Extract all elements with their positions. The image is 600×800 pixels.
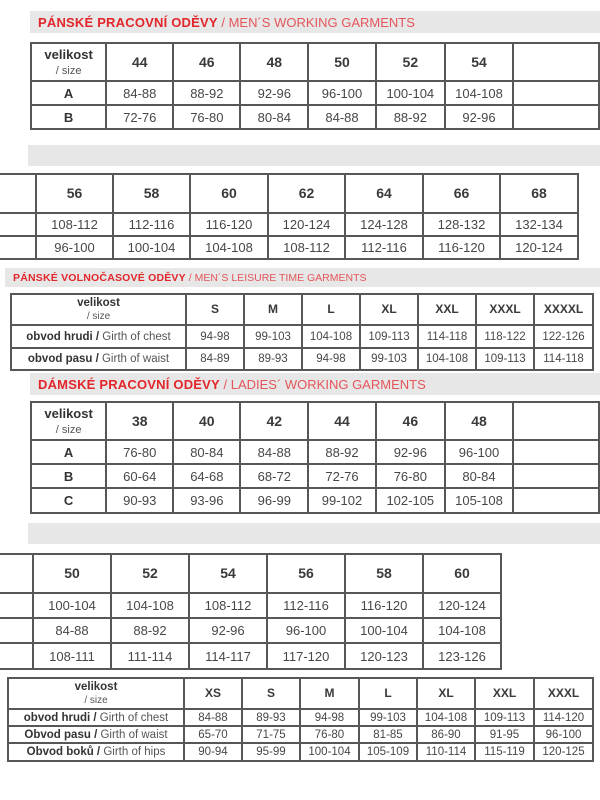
table-cell: 76-80 bbox=[300, 726, 359, 743]
table-cell: 108-112 bbox=[189, 593, 267, 618]
table-cell: 108-111 bbox=[33, 643, 111, 669]
table-cell: 68-72 bbox=[240, 464, 308, 488]
column-header-cell: XXL bbox=[418, 294, 476, 325]
column-header-cell: M bbox=[300, 678, 359, 709]
table-cell: 115-119 bbox=[475, 743, 534, 761]
column-header-cell: 58 bbox=[113, 174, 190, 213]
table-row bbox=[8, 726, 593, 743]
table-cell: 88-92 bbox=[173, 81, 240, 105]
table-row bbox=[0, 593, 501, 618]
section-title-english: / MEN´S WORKING GARMENTS bbox=[217, 14, 415, 30]
table-cell: 116-120 bbox=[190, 213, 268, 236]
table-cell: 94-98 bbox=[186, 325, 244, 348]
table-row bbox=[0, 618, 501, 643]
table-cell: 60-64 bbox=[106, 464, 173, 488]
table-cell: obvod pasu / Girth of waist bbox=[11, 348, 186, 370]
table-cell: 104-108 bbox=[111, 593, 189, 618]
table-cell: 112-116 bbox=[267, 593, 345, 618]
table-cell: 108-112 bbox=[268, 236, 345, 259]
table-cell: 72-76 bbox=[308, 464, 376, 488]
table-cell: 96-100 bbox=[445, 440, 513, 464]
section-title-ladies-working bbox=[30, 373, 600, 395]
column-header-cell: 62 bbox=[268, 174, 345, 213]
column-header-cell: 48 bbox=[445, 402, 513, 440]
table-cell: 105-108 bbox=[445, 488, 513, 513]
column-header-cell: L bbox=[302, 294, 360, 325]
table-cell: 123-126 bbox=[423, 643, 501, 669]
table-cell: 86-90 bbox=[417, 726, 475, 743]
column-header-cell: 60 bbox=[423, 554, 501, 593]
mens-working-table-part2 bbox=[0, 173, 579, 260]
table-cell: 104-108 bbox=[302, 325, 360, 348]
table-cell: 109-113 bbox=[475, 709, 534, 726]
column-header-cell: XL bbox=[417, 678, 475, 709]
column-header-cell: 56 bbox=[267, 554, 345, 593]
table-cell: 84-88 bbox=[308, 105, 376, 129]
section-title-english: / MEN´S LEISURE TIME GARMENTS bbox=[185, 271, 367, 284]
column-header-cell: S bbox=[242, 678, 300, 709]
table-row bbox=[8, 743, 593, 761]
table-cell: 100-104 bbox=[33, 593, 111, 618]
column-header-cell: XXXL bbox=[476, 294, 534, 325]
table-cell: B bbox=[31, 105, 106, 129]
table-row bbox=[8, 709, 593, 726]
table-cell bbox=[513, 105, 599, 129]
table-row bbox=[11, 294, 593, 325]
table-row bbox=[8, 678, 593, 709]
column-header-cell bbox=[0, 174, 36, 213]
column-header-cell: 66 bbox=[423, 174, 500, 213]
table-cell: 95-99 bbox=[242, 743, 300, 761]
column-header-cell: velikost / size bbox=[8, 678, 184, 709]
table-cell: 96-100 bbox=[534, 726, 593, 743]
column-header-cell: 50 bbox=[33, 554, 111, 593]
table-cell: 84-88 bbox=[106, 81, 173, 105]
column-header-cell: velikost / size bbox=[31, 402, 106, 440]
section-title-mens-working bbox=[30, 11, 600, 33]
table-cell: 88-92 bbox=[308, 440, 376, 464]
section-title-mens-leisure bbox=[5, 268, 600, 287]
table-mens-working-sizes-56-68 bbox=[0, 173, 600, 263]
table-ladies-working-sizes-38-48 bbox=[30, 401, 600, 517]
table-cell: Obvod boků / Girth of hips bbox=[8, 743, 184, 761]
table-cell: 76-80 bbox=[376, 464, 445, 488]
column-header-cell: 42 bbox=[240, 402, 308, 440]
table-cell: 109-113 bbox=[360, 325, 418, 348]
table-cell: B bbox=[31, 464, 106, 488]
table-cell: 104-108 bbox=[417, 709, 475, 726]
table-cell bbox=[0, 236, 36, 259]
table-cell: 116-120 bbox=[423, 236, 500, 259]
table-cell: 96-100 bbox=[267, 618, 345, 643]
table-cell: 120-123 bbox=[345, 643, 423, 669]
column-header-cell: 44 bbox=[106, 43, 173, 81]
column-header-cell: XS bbox=[184, 678, 242, 709]
table-cell: 84-88 bbox=[184, 709, 242, 726]
column-header-cell: XXL bbox=[475, 678, 534, 709]
table-cell: 122-126 bbox=[534, 325, 593, 348]
table-cell: 84-88 bbox=[33, 618, 111, 643]
table-cell: 104-108 bbox=[190, 236, 268, 259]
column-header-cell: 44 bbox=[308, 402, 376, 440]
separator-band bbox=[28, 523, 600, 544]
table-row bbox=[0, 236, 578, 259]
table-cell: 112-116 bbox=[113, 213, 190, 236]
table-cell: 92-96 bbox=[445, 105, 513, 129]
column-header-cell: 46 bbox=[376, 402, 445, 440]
column-header-cell: XXXXL bbox=[534, 294, 593, 325]
ladies-working-table-part2 bbox=[0, 553, 502, 670]
table-cell: 96-99 bbox=[240, 488, 308, 513]
table-cell: 102-105 bbox=[376, 488, 445, 513]
column-header-cell: 40 bbox=[173, 402, 240, 440]
table-cell: 92-96 bbox=[189, 618, 267, 643]
table-row bbox=[11, 325, 593, 348]
table-cell: 64-68 bbox=[173, 464, 240, 488]
table-cell bbox=[513, 464, 599, 488]
column-header-cell: 68 bbox=[500, 174, 578, 213]
table-cell: 80-84 bbox=[240, 105, 308, 129]
column-header-cell: 58 bbox=[345, 554, 423, 593]
column-header-cell: S bbox=[186, 294, 244, 325]
table-row bbox=[31, 402, 599, 440]
column-header-cell: M bbox=[244, 294, 302, 325]
table-cell: 128-132 bbox=[423, 213, 500, 236]
table-cell: 104-108 bbox=[418, 348, 476, 370]
column-header-cell bbox=[0, 554, 33, 593]
table-row bbox=[31, 488, 599, 513]
separator-band bbox=[28, 145, 600, 166]
table-row bbox=[0, 643, 501, 669]
table-cell: 104-108 bbox=[423, 618, 501, 643]
table-cell: 120-124 bbox=[268, 213, 345, 236]
table-row bbox=[31, 440, 599, 464]
column-header-cell: 50 bbox=[308, 43, 376, 81]
table-cell: 120-125 bbox=[534, 743, 593, 761]
table-cell: 88-92 bbox=[111, 618, 189, 643]
table-cell: 76-80 bbox=[106, 440, 173, 464]
table-cell: 124-128 bbox=[345, 213, 423, 236]
table-cell: 114-118 bbox=[418, 325, 476, 348]
table-cell: 71-75 bbox=[242, 726, 300, 743]
table-cell: 99-103 bbox=[360, 348, 418, 370]
column-header-cell: velikost / size bbox=[11, 294, 186, 325]
column-header-cell: 52 bbox=[376, 43, 445, 81]
column-header-cell: 54 bbox=[445, 43, 513, 81]
table-cell: 92-96 bbox=[376, 440, 445, 464]
table-cell: 88-92 bbox=[376, 105, 445, 129]
table-cell: 93-96 bbox=[173, 488, 240, 513]
table-cell: 114-118 bbox=[534, 348, 593, 370]
table-cell bbox=[0, 643, 33, 669]
column-header-cell: velikost / size bbox=[31, 43, 106, 81]
table-cell: 92-96 bbox=[240, 81, 308, 105]
table-ladies-leisure-sizes bbox=[7, 677, 596, 765]
table-cell: A bbox=[31, 440, 106, 464]
table-cell: 104-108 bbox=[445, 81, 513, 105]
table-cell: 89-93 bbox=[244, 348, 302, 370]
table-cell: 114-120 bbox=[534, 709, 593, 726]
table-row bbox=[31, 464, 599, 488]
column-header-cell: 64 bbox=[345, 174, 423, 213]
ladies-working-table-part1 bbox=[30, 401, 600, 514]
column-header-cell: 46 bbox=[173, 43, 240, 81]
table-cell: obvod hrudi / Girth of chest bbox=[11, 325, 186, 348]
table-cell: 99-103 bbox=[244, 325, 302, 348]
column-header-cell bbox=[513, 43, 599, 81]
table-row bbox=[0, 213, 578, 236]
mens-leisure-table bbox=[10, 293, 594, 371]
table-cell: 80-84 bbox=[173, 440, 240, 464]
table-cell: 94-98 bbox=[300, 709, 359, 726]
section-title-czech: PÁNSKÉ PRACOVNÍ ODĚVY bbox=[38, 14, 218, 30]
table-cell: 90-94 bbox=[184, 743, 242, 761]
table-cell: obvod hrudi / Girth of chest bbox=[8, 709, 184, 726]
section-title-czech: DÁMSKÉ PRACOVNÍ ODĚVY bbox=[38, 376, 220, 392]
column-header-cell bbox=[513, 402, 599, 440]
table-row bbox=[0, 174, 578, 213]
column-header-cell: 48 bbox=[240, 43, 308, 81]
table-cell: C bbox=[31, 488, 106, 513]
table-cell: 100-104 bbox=[113, 236, 190, 259]
mens-working-table-part1 bbox=[30, 42, 600, 130]
table-cell: 96-100 bbox=[36, 236, 113, 259]
table-row bbox=[31, 43, 599, 81]
table-cell: 120-124 bbox=[423, 593, 501, 618]
table-cell: 109-113 bbox=[476, 348, 534, 370]
column-header-cell: XL bbox=[360, 294, 418, 325]
column-header-cell: 38 bbox=[106, 402, 173, 440]
table-cell: 80-84 bbox=[445, 464, 513, 488]
column-header-cell: 54 bbox=[189, 554, 267, 593]
table-cell: Obvod pasu / Girth of waist bbox=[8, 726, 184, 743]
table-cell: 65-70 bbox=[184, 726, 242, 743]
column-header-cell: L bbox=[359, 678, 417, 709]
table-cell: 90-93 bbox=[106, 488, 173, 513]
table-cell: 94-98 bbox=[302, 348, 360, 370]
table-mens-working-sizes-44-54 bbox=[30, 42, 600, 133]
table-cell: 111-114 bbox=[111, 643, 189, 669]
table-cell: A bbox=[31, 81, 106, 105]
table-cell: 84-88 bbox=[240, 440, 308, 464]
table-cell: 100-104 bbox=[345, 618, 423, 643]
table-cell bbox=[0, 618, 33, 643]
table-cell: 116-120 bbox=[345, 593, 423, 618]
column-header-cell: 52 bbox=[111, 554, 189, 593]
table-cell: 99-102 bbox=[308, 488, 376, 513]
table-cell bbox=[0, 213, 36, 236]
section-title-czech: PÁNSKÉ VOLNOČASOVÉ ODĚVY bbox=[13, 271, 186, 284]
table-cell: 91-95 bbox=[475, 726, 534, 743]
table-cell: 96-100 bbox=[308, 81, 376, 105]
table-cell: 100-104 bbox=[376, 81, 445, 105]
table-row bbox=[0, 554, 501, 593]
table-cell: 81-85 bbox=[359, 726, 417, 743]
table-cell bbox=[0, 593, 33, 618]
table-cell bbox=[513, 488, 599, 513]
table-cell bbox=[513, 81, 599, 105]
column-header-cell: 60 bbox=[190, 174, 268, 213]
table-row bbox=[31, 81, 599, 105]
table-row bbox=[11, 348, 593, 370]
table-cell: 110-114 bbox=[417, 743, 475, 761]
table-cell: 76-80 bbox=[173, 105, 240, 129]
table-cell: 112-116 bbox=[345, 236, 423, 259]
table-cell: 105-109 bbox=[359, 743, 417, 761]
table-cell: 84-89 bbox=[186, 348, 244, 370]
table-cell bbox=[513, 440, 599, 464]
table-cell: 117-120 bbox=[267, 643, 345, 669]
column-header-cell: XXXL bbox=[534, 678, 593, 709]
table-cell: 72-76 bbox=[106, 105, 173, 129]
table-row bbox=[31, 105, 599, 129]
table-ladies-working-sizes-50-60 bbox=[0, 553, 600, 673]
table-cell: 100-104 bbox=[300, 743, 359, 761]
table-cell: 99-103 bbox=[359, 709, 417, 726]
table-cell: 89-93 bbox=[242, 709, 300, 726]
ladies-leisure-table bbox=[7, 677, 594, 762]
table-cell: 132-134 bbox=[500, 213, 578, 236]
table-cell: 108-112 bbox=[36, 213, 113, 236]
table-cell: 120-124 bbox=[500, 236, 578, 259]
table-mens-leisure-sizes bbox=[10, 293, 596, 373]
table-cell: 118-122 bbox=[476, 325, 534, 348]
table-cell: 114-117 bbox=[189, 643, 267, 669]
column-header-cell: 56 bbox=[36, 174, 113, 213]
section-title-english: / LADIES´ WORKING GARMENTS bbox=[219, 376, 426, 392]
